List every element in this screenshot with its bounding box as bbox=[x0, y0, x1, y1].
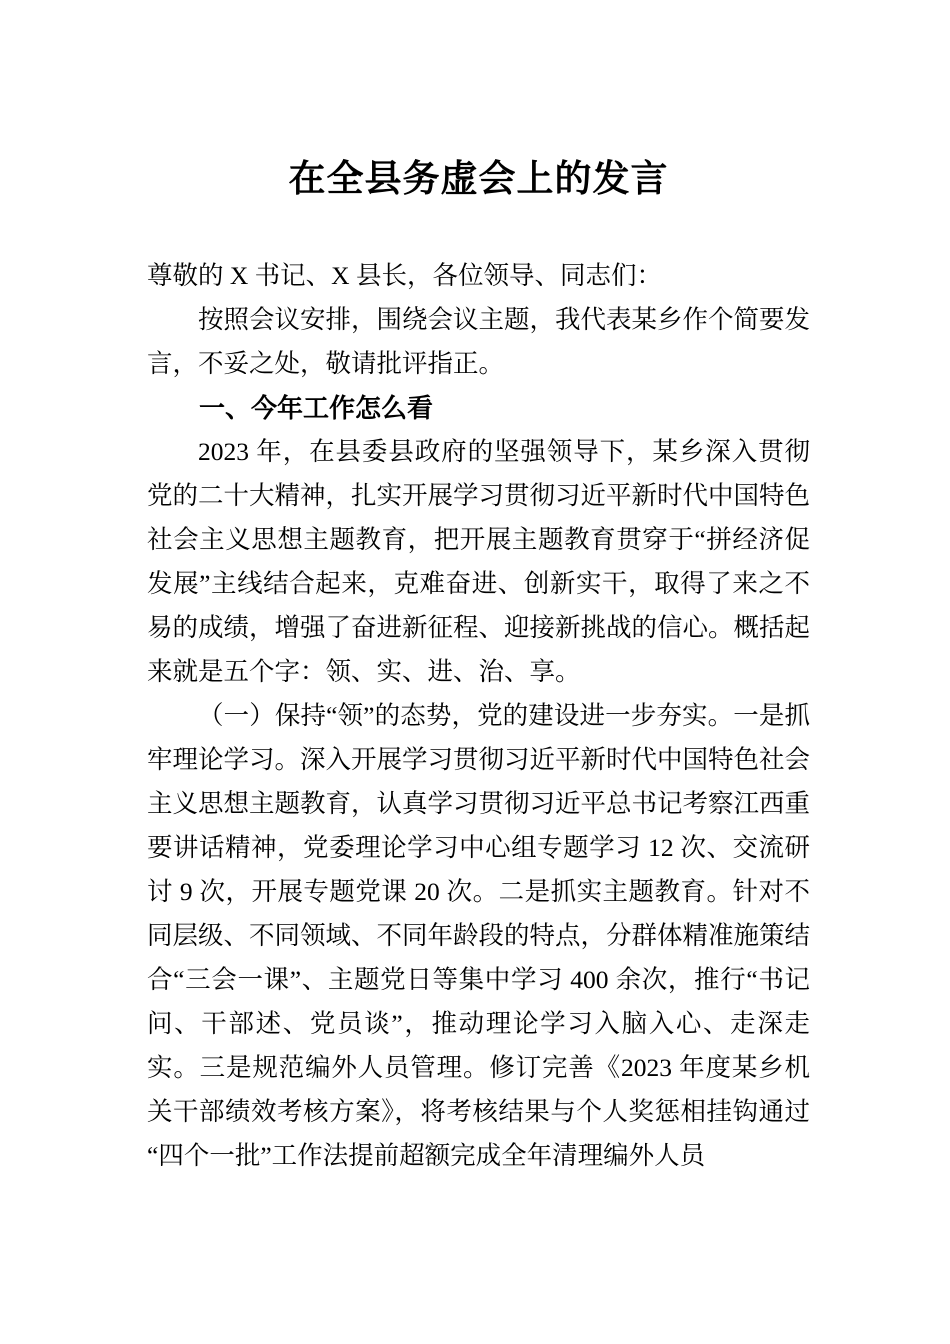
detail-paragraph: （一）保持“领”的态势，党的建设进一步夯实。一是抓牢理论学习。深入开展学习贯彻习近平新时代中国特色社会主义思想主题教育，认真学习贯彻习近平总书记考察江西重要讲话精神，党委理论学习中心组专题学习 12 次、交流研讨 9 次，开展专题党课 20 次。二是抓实主题教育。针对不同层级、不同领域、不同年龄段的特点，分群体精准施策结合“三会一课”、主题党日等集中学习 400 余次，推行“书记问、干部述、党员谈”，推动理论学习入脑入心、走深走实。三是规范编外人员管理。修订完善《2023 年度某乡机关干部绩效考核方案》，将考核结果与个人奖惩相挂钩通过“四个一批”工作法提前超额完成全年清理编外人员 bbox=[147, 701, 811, 1170]
section-heading: 一、今年工作怎么看 bbox=[199, 393, 434, 423]
document-title bbox=[147, 156, 810, 204]
overview-paragraph: 2023 年，在县委县政府的坚强领导下，某乡深入贯彻党的二十大精神，扎实开展学习贯彻习近平新时代中国特色社会主义思想主题教育，把开展主题教育贯穿于“拼经济促发展”主线结合起来，克难奋进、创新实干，取得了来之不易的成绩，增强了奋进新征程、迎接新挑战的信心。概括起来就是五个字：领、实、进、治、享。 bbox=[147, 437, 811, 686]
document-title-text: 在全县务虚会上的发言 bbox=[288, 159, 669, 200]
intro-paragraph: 按照会议安排，围绕会议主题，我代表某乡作个简要发言，不妥之处，敬请批评指正。 bbox=[147, 305, 811, 378]
document-body bbox=[147, 254, 810, 1178]
salutation-paragraph: 尊敬的 X 书记、X 县长，各位领导、同志们： bbox=[147, 261, 662, 290]
